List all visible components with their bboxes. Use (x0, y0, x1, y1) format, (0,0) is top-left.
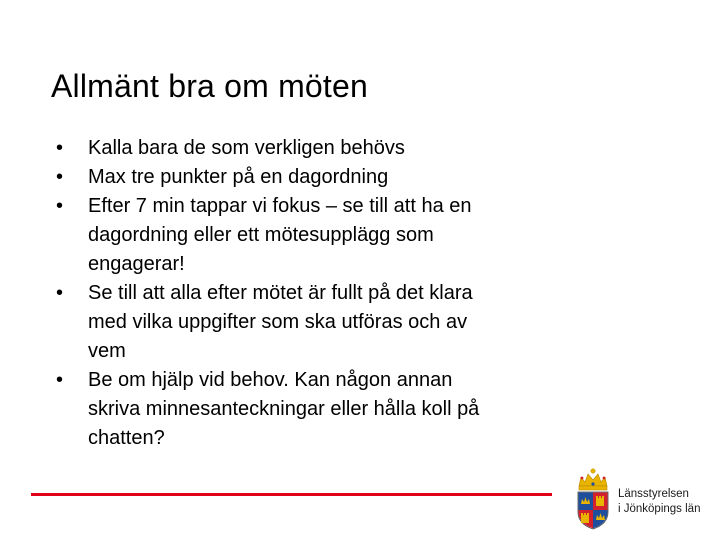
bullet-list (56, 134, 546, 453)
bullet-marker: • (56, 282, 64, 304)
coat-of-arms-icon (572, 466, 614, 530)
slide-title: Allmänt bra om möten (51, 68, 369, 104)
footer-divider (31, 493, 552, 496)
logo-wordmark (618, 487, 700, 517)
bullet-marker: • (56, 137, 64, 159)
list-item (56, 134, 546, 163)
logo-line-1: Länsstyrelsen (618, 488, 689, 500)
bullet-text: Se till att alla efter mötet är fullt på det klara med vilka uppgifter som ska utföras och av vem (88, 282, 473, 362)
bullet-marker: • (56, 166, 64, 188)
list-item (56, 279, 546, 366)
list-item (56, 192, 546, 279)
bullet-text: Efter 7 min tappar vi fokus – se till att ha en dagordning eller ett mötesupplägg som engagerar! (88, 195, 472, 275)
organization-logo (572, 466, 712, 530)
bullet-text: Max tre punkter på en dagordning (88, 166, 389, 188)
list-item (56, 366, 546, 453)
bullet-marker: • (56, 369, 64, 391)
bullet-text: Be om hjälp vid behov. Kan någon annan skriva minnesanteckningar eller hålla koll på chatten? (88, 369, 480, 449)
list-item (56, 163, 546, 192)
logo-line-2: i Jönköpings län (618, 503, 701, 515)
bullet-marker: • (56, 195, 64, 217)
bullet-text: Kalla bara de som verkligen behövs (88, 137, 405, 159)
